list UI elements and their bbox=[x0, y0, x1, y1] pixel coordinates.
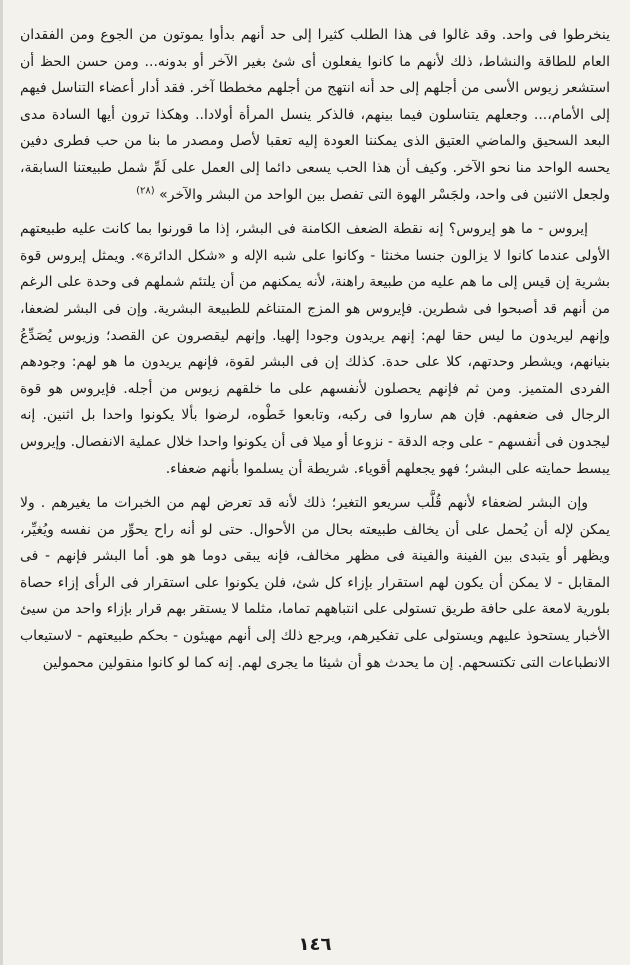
scan-edge-shadow bbox=[0, 0, 3, 965]
paragraph-2 bbox=[20, 216, 610, 482]
paragraph-2-text: إيروس - ما هو إيروس؟ إنه نقطة الضعف الكامنة فى البشر، إذا ما قورنوا بما كانت عليه طبيعتهم الأولى عندما كانوا لا يزالون جنسا مخنثا - وكانوا على شبه الإله و «شكل الدائرة». ويمثل إيروس قوة بشرية إن قيس إلى ما هم عليه من طبيعة راهنة، لأنه يمكنهم من أن يلتئم شملهم فى وحدة على الرغم من أنهم قد أصبحوا فى شطرين. فإيروس هو المزج المتناغم للطبيعة البشرية. وإن فى البشر لضعفا، وإنهم ليريدون ما ليس حقا لهم: إنهم يريدون وجودا إلهيا. وإنهم ليقصرون عن القصد؛ وزيوس يُصَدِّعُ بنيانهم، ويشطر وحدتهم، كلا على حدة. كذلك إن فى البشر لقوة، فإنهم يريدون ما هو لهم: وجودهم الفردى المتميز. ومن ثم فإنهم يحصلون لأنفسهم على ما خلقهم زيوس من أجله. فإيروس هو قوة الرجال فى ضعفهم. فإن هم ساروا فى ركبه، وتابعوا خَطْوه، لرضوا بألا يكونوا واحدا بل اثنين. إنه ليجدون فى أنفسهم - على وجه الدقة - نزوعا أو ميلا فى أن يكونوا واحدا خلال عملية الانفصال. وإيروس يبسط حمايته على البشر؛ فهو يجعلهم أقوياء. شريطة أن يسلموا بأنهم ضعفاء. bbox=[20, 221, 610, 477]
paragraph-1-text: ينخرطوا فى واحد. وقد غالوا فى هذا الطلب كثيرا إلى حد أنهم بدأوا يموتون من الجوع ومن الفقدان العام للطاقة والنشاط، ذلك لأنهم ما كانوا يفعلون أى شئ بغير الآخر أو بدونه... ومن حسن الحظ أن استشعر زيوس الأسى من أجلهم إلى حد أنه انتهج من أجلهم مخططا آخر. فقد أدار أعضاء التناسل فيهم إلى الأمام،... وجعلهم يتناسلون فيما بينهم، فالذكر ينسل المرأة أولادا.. وهكذا ترون أيها السادة مدى البعد السحيق والماضي العتيق الذى يمكننا العودة إليه تعقبا لأصل ومصدر ما بنا من حب فطرى دفين يحسه الواحد منا نحو الآخر. وكيف أن هذا الحب يسعى دائما إلى العمل على لَمِّ شمل طبيعتنا السابقة، ولجعل الاثنين فى واحد، ولجَسْر الهوة التى تفصل بين الواحد من البشر والآخر» bbox=[20, 27, 610, 203]
paragraph-3 bbox=[20, 490, 610, 676]
footnote-reference: (٢٨) bbox=[136, 184, 155, 196]
paragraph-3-text: وإن البشر لضعفاء لأنهم قُلَّب سريعو التغير؛ ذلك لأنه قد تعرض لهم من الخبرات ما يغيرهم . ولا يمكن لإله أن يُحمل على أن يخالف طبيعته بحال من الأحوال. حتى لو أنه راح يحوِّر من نفسه ويُغيِّر، ويظهر أو يتبدى بين الفينة والفينة فى مظهر مخالف، فإنه يبقى دوما هو هو. أما البشر فإنهم - فى المقابل - لا يمكن أن يكون لهم استقرار بإزاء كل شئ، فلن يكونوا على استقرار فى الرأى إزاء حصاة بلورية لامعة على حافة طريق تستولى على انتباههم تماما، مثلما لا يستقر بهم قرار بإزاء واحد من سيئ الأخبار يستحوذ عليهم ويستولى على تفكيرهم، ويرجع ذلك إلى أنهم مهيئون - بحكم طبيعتهم - لاستيعاب الانطباعات التى تكتسحهم. إن ما يحدث هو أن شيئا ما يجرى لهم. إنه كما لو كانوا منقولين محمولين bbox=[20, 495, 610, 671]
paragraph-1 bbox=[20, 22, 610, 208]
page-number: ١٤٦ bbox=[298, 934, 332, 955]
